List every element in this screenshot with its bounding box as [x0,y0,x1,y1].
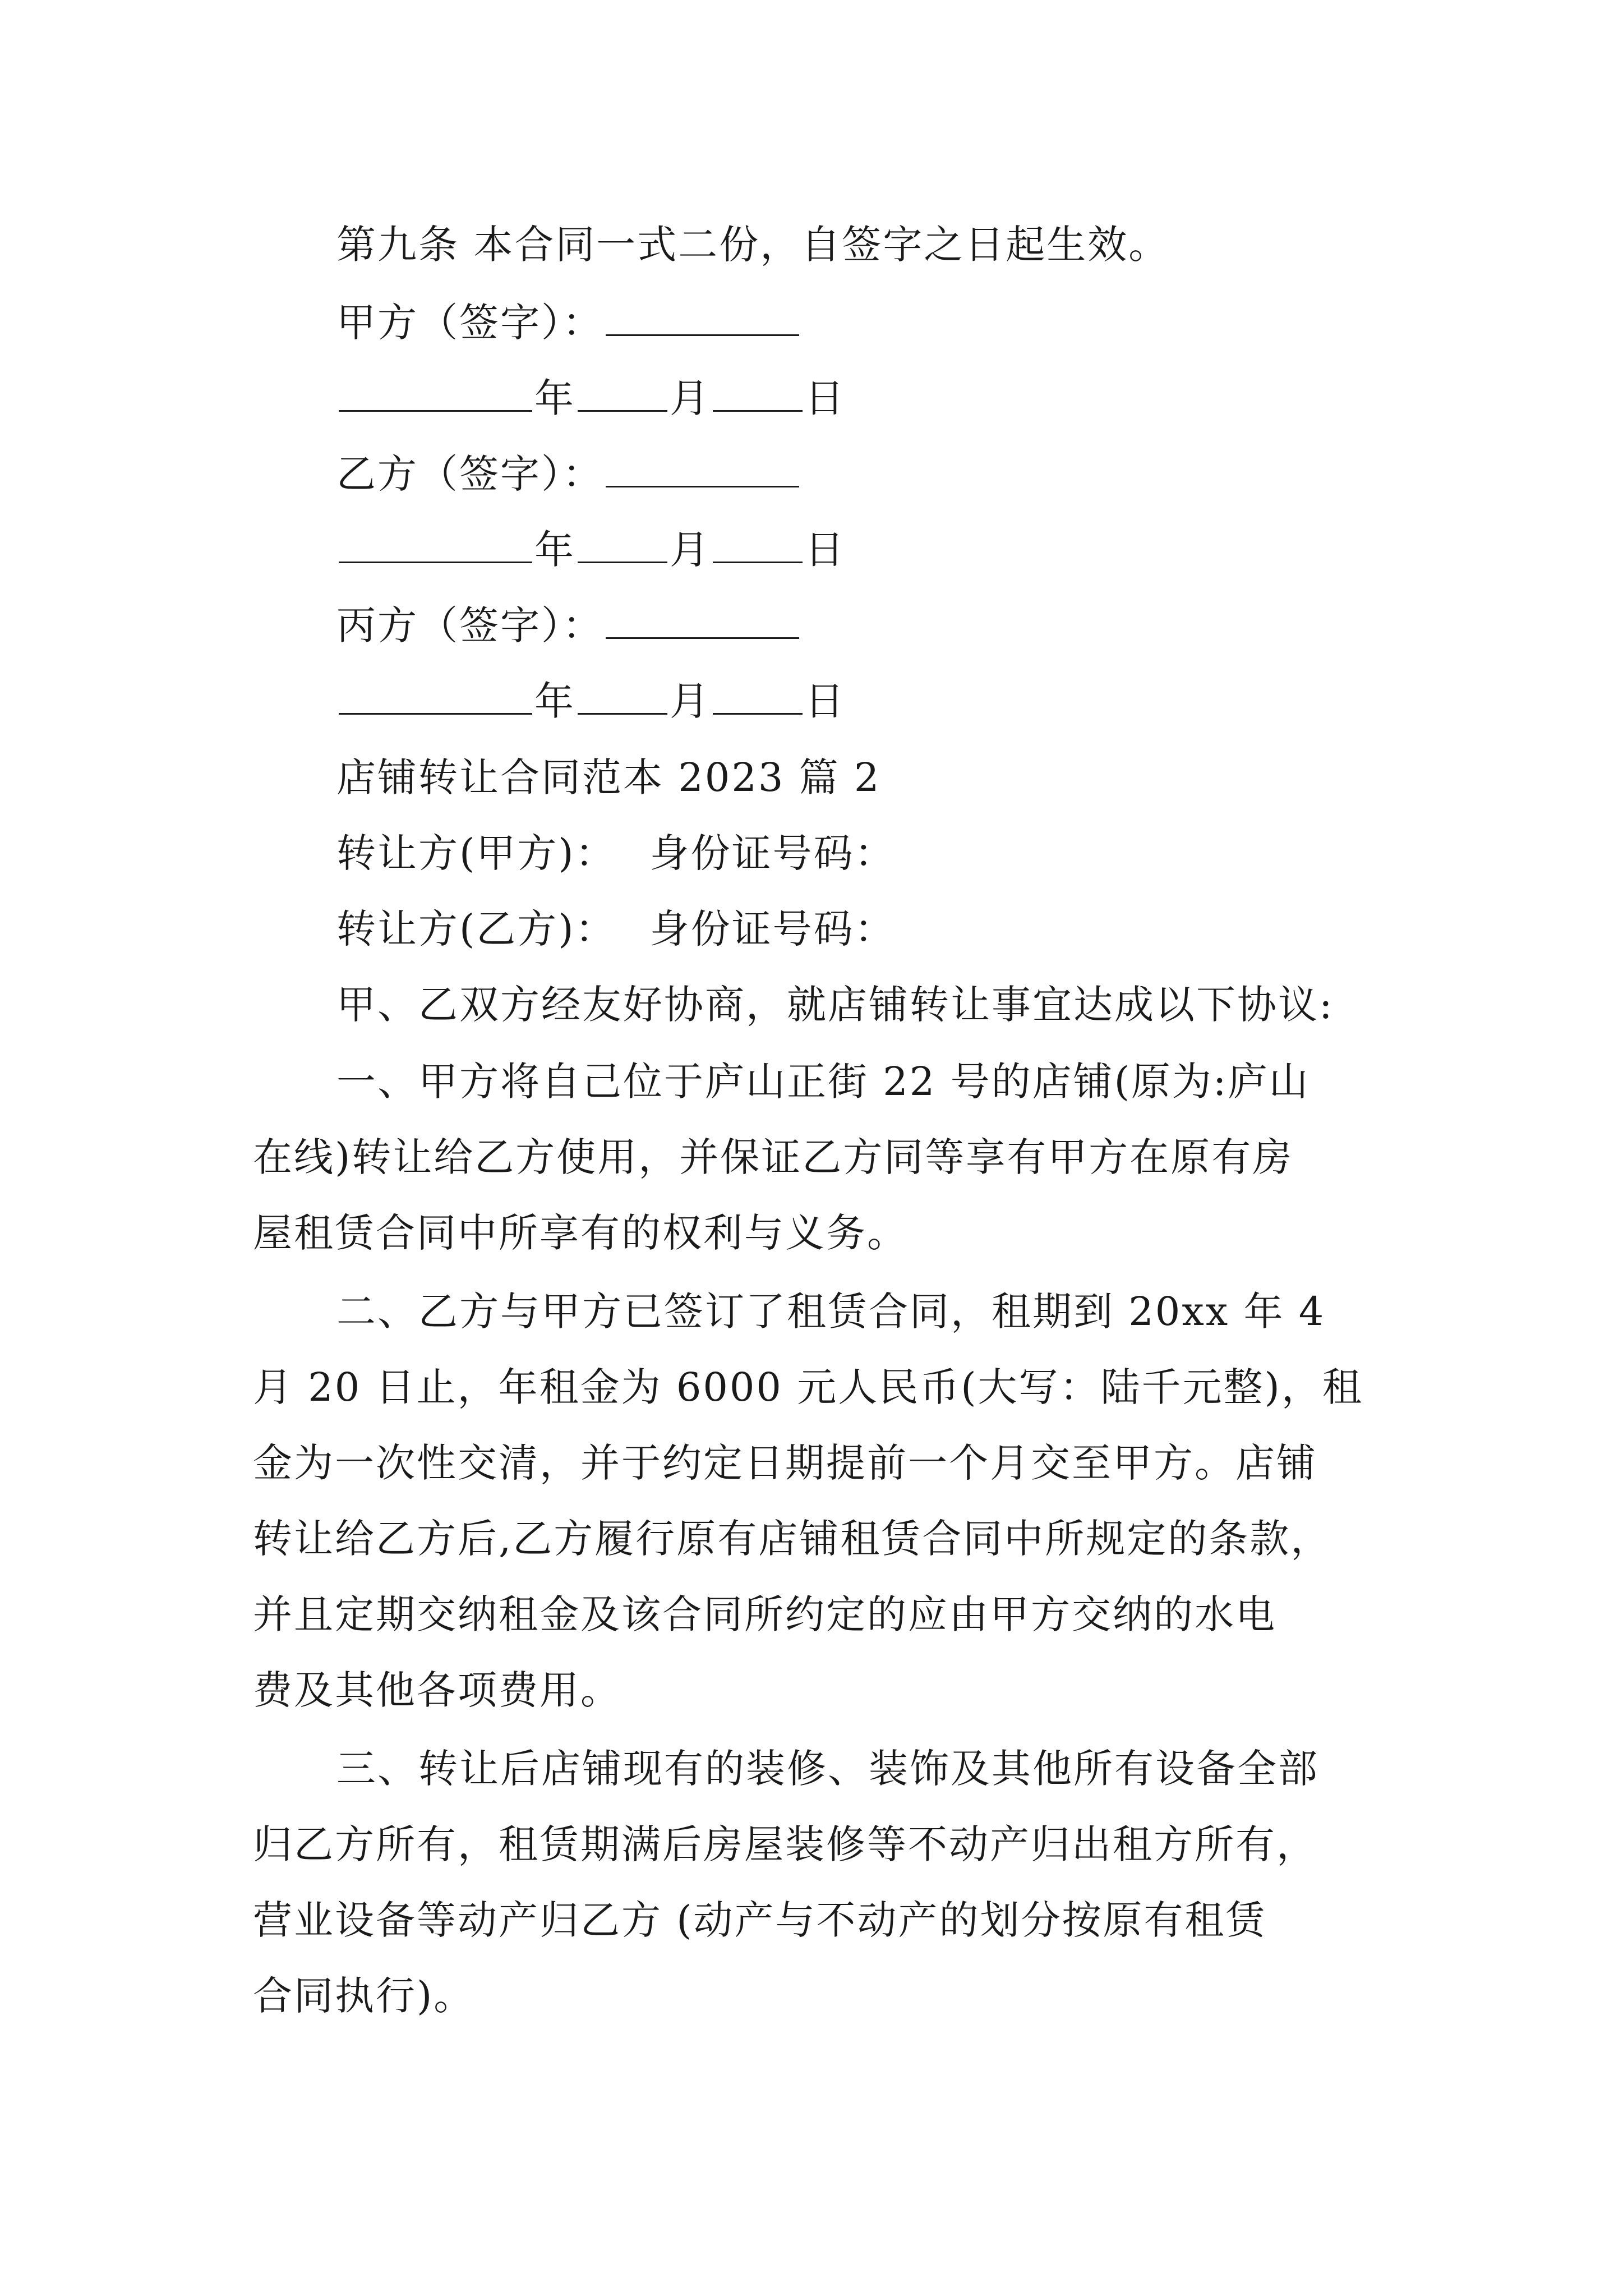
paragraph-line: 一、甲方将自己位于庐山正街 22 号的店铺(原为:庐山 [336,1059,1310,1105]
agreement-intro: 甲、乙双方经友好协商，就店铺转让事宜达成以下协议: [336,982,1334,1028]
party-b-date-row [336,524,1486,573]
day-label: 日 [805,527,846,573]
paragraph-line: 屋租赁合同中所享有的权利与义务。 [253,1210,908,1256]
party-c-signature-row [336,600,1486,648]
month-label: 月 [670,678,711,724]
party-a-year-blank[interactable] [339,373,532,412]
paragraph-line: 并且定期交纳租金及该合同所约定的应由甲方交纳的水电 [253,1591,1276,1637]
transferor-a-row [336,830,1486,876]
day-label: 日 [805,375,846,421]
paragraph-line: 三、转让后店铺现有的装修、装饰及其他所有设备全部 [336,1746,1319,1792]
month-label: 月 [670,527,711,573]
paragraph-line: 二、乙方与甲方已签订了租赁合同，租期到 20xx 年 4 [336,1289,1326,1335]
transferor-b-row [336,906,1486,952]
section-two-title: 店铺转让合同范本 2023 篇 2 [336,754,881,800]
paragraph-line: 转让给乙方后,乙方履行原有店铺租赁合同中所规定的条款， [253,1516,1332,1562]
paragraph-line: 金为一次性交清，并于约定日期提前一个月交至甲方。店铺 [253,1440,1317,1486]
transferor-a-label: 转让方(甲方)： [336,830,616,876]
id-number-label: 身份证号码： [649,906,896,952]
year-label: 年 [534,375,575,421]
month-label: 月 [670,375,711,421]
party-a-signature-blank[interactable] [606,297,799,336]
party-b-year-blank[interactable] [339,524,532,563]
party-c-year-blank[interactable] [339,676,532,715]
party-a-month-blank[interactable] [578,373,667,412]
party-b-signature-blank[interactable] [606,449,799,487]
paragraph-line: 费及其他各项费用。 [253,1667,621,1713]
year-label: 年 [534,527,575,573]
party-a-day-blank[interactable] [713,373,803,412]
party-b-signature-label: 乙方（签字）： [336,451,603,497]
party-a-signature-row [336,297,1486,346]
party-a-date-row [336,373,1486,421]
party-b-signature-row [336,449,1486,497]
party-b-month-blank[interactable] [578,524,667,563]
paragraph-line: 月 20 日止，年租金为 6000 元人民币(大写：陆千元整)，租 [253,1364,1363,1410]
party-a-signature-label: 甲方（签字）： [336,300,603,346]
party-c-day-blank[interactable] [713,676,803,715]
id-number-label: 身份证号码： [649,830,896,876]
paragraph-line: 合同执行)。 [253,1973,475,2019]
paragraph-line: 在线)转让给乙方使用，并保证乙方同等享有甲方在原有房 [253,1134,1294,1180]
transferor-b-label: 转让方(乙方)： [336,906,616,952]
year-label: 年 [534,678,575,724]
paragraph-line: 归乙方所有，租赁期满后房屋装修等不动产归出租方所有， [253,1821,1317,1867]
clause-nine: 第九条 本合同一式二份，自签字之日起生效。 [336,222,1170,268]
party-c-signature-blank[interactable] [606,600,799,639]
party-c-date-row [336,676,1486,724]
party-b-day-blank[interactable] [713,524,803,563]
party-c-month-blank[interactable] [578,676,667,715]
day-label: 日 [805,678,846,724]
paragraph-line: 营业设备等动产归乙方 (动产与不动产的划分按原有租赁 [253,1897,1267,1943]
party-c-signature-label: 丙方（签字）： [336,602,603,648]
